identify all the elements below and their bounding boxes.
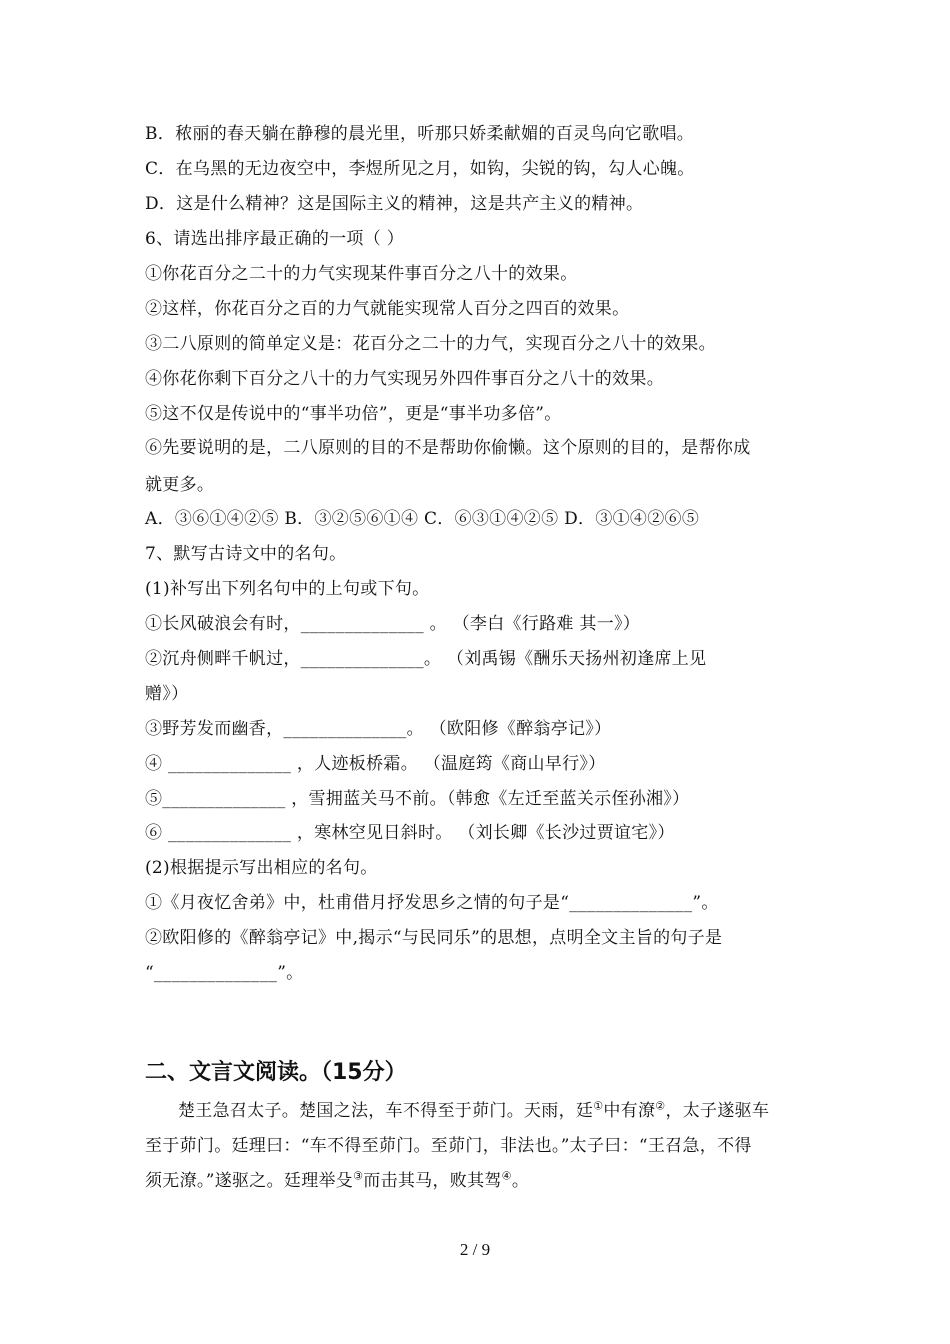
q5-option-c: C．在乌黑的无边夜空中，李煜所见之月，如钩，尖锐的钩，勾人心魄。 (145, 159, 695, 179)
passage-line-2: 至于茆门。廷理曰：“车不得至茆门。至茆门，非法也。”太子曰：“王召急，不得 (145, 1136, 752, 1156)
passage-line-1 (178, 1100, 769, 1122)
page-number: 2 / 9 (459, 1240, 491, 1259)
q7-poem-5: ⑤______________ ，雪拥蓝关马不前。（韩愈《左迁至蓝关示侄孙湘》） (145, 789, 690, 809)
q7-poem-2-line1: ②沉舟侧畔千帆过，______________。 （刘禹锡《酬乐天扬州初逢席上见 (145, 649, 707, 669)
q6-stem: 6、请选出排序最正确的一项（ ） (145, 229, 405, 249)
footnote-marker: ④ (501, 1169, 512, 1183)
passage-text: 中有潦 (603, 1101, 656, 1121)
q6-sentence-2: ②这样，你花百分之百的力气就能实现常人百分之四百的效果。 (145, 299, 630, 319)
q5-option-b: B．秾丽的春天躺在静穆的晨光里，听那只娇柔献媚的百灵鸟向它歌唱。 (145, 124, 695, 144)
q7-stem: 7、默写古诗文中的名句。 (145, 544, 347, 564)
q7-poem-6: ⑥ ______________ ，寒林空见日斜时。 （刘长卿《长沙过贾谊宅》） (145, 823, 675, 843)
q6-sentence-6-line2: 就更多。 (145, 475, 215, 495)
footnote-marker: ② (655, 1099, 666, 1113)
q6-sentence-6-line1: ⑥先要说明的是，二八原则的目的不是帮助你偷懒。这个原则的目的，是帮你成 (145, 438, 751, 458)
q7-hint-2-line2: “______________”。 (145, 963, 304, 983)
q7-poem-3: ③野芳发而幽香，______________。 （欧阳修《醉翁亭记》） (145, 719, 612, 739)
q7-part2: (2)根据提示写出相应的名句。 (145, 858, 378, 878)
q6-sentence-3: ③二八原则的简单定义是：花百分之二十的力气，实现百分之八十的效果。 (145, 334, 716, 354)
footnote-marker: ③ (353, 1169, 364, 1183)
section-heading: 二、文言文阅读。（15分） (145, 1060, 407, 1085)
q7-hint-2-line1: ②欧阳修的《醉翁亭记》中,揭示“与民同乐”的思想，点明全文主旨的句子是 (145, 928, 723, 948)
q6-sentence-5: ⑤这不仅是传说中的“事半功倍”，更是“事半功多倍”。 (145, 404, 562, 424)
passage-line-3 (145, 1170, 529, 1192)
passage-text: 而击其马，败其驾 (363, 1171, 502, 1191)
passage-text: 须无潦。”遂驱之。廷理举殳 (145, 1171, 354, 1191)
footnote-marker: ① (593, 1099, 604, 1113)
passage-text: 。 (511, 1171, 530, 1191)
passage-text: 楚王急召太子。楚国之法，车不得至于茆门。天雨，廷 (178, 1101, 594, 1121)
q6-sentence-4: ④你花你剩下百分之八十的力气实现另外四件事百分之八十的效果。 (145, 369, 664, 389)
passage-text: ，太子遂驱车 (665, 1101, 770, 1121)
q7-poem-1: ①长风破浪会有时，______________ 。 （李白《行路难 其一》） (145, 614, 641, 634)
q7-hint-1: ①《月夜忆舍弟》中，杜甫借月抒发思乡之情的句子是“______________”。 (145, 893, 719, 913)
q7-poem-2-line2: 赠》） (145, 684, 189, 704)
q6-choices: A．③⑥①④②⑤ B．③②⑤⑥①④ C．⑥③①④②⑤ D．③①④②⑥⑤ (145, 509, 700, 529)
q7-part1: (1)补写出下列名句中的上句或下句。 (145, 579, 430, 599)
q6-sentence-1: ①你花百分之二十的力气实现某件事百分之八十的效果。 (145, 264, 578, 284)
q7-poem-4: ④ ______________ ，人迹板桥霜。 （温庭筠《商山早行》） (145, 754, 606, 774)
q5-option-d: D．这是什么精神？这是国际主义的精神，这是共产主义的精神。 (145, 194, 644, 214)
